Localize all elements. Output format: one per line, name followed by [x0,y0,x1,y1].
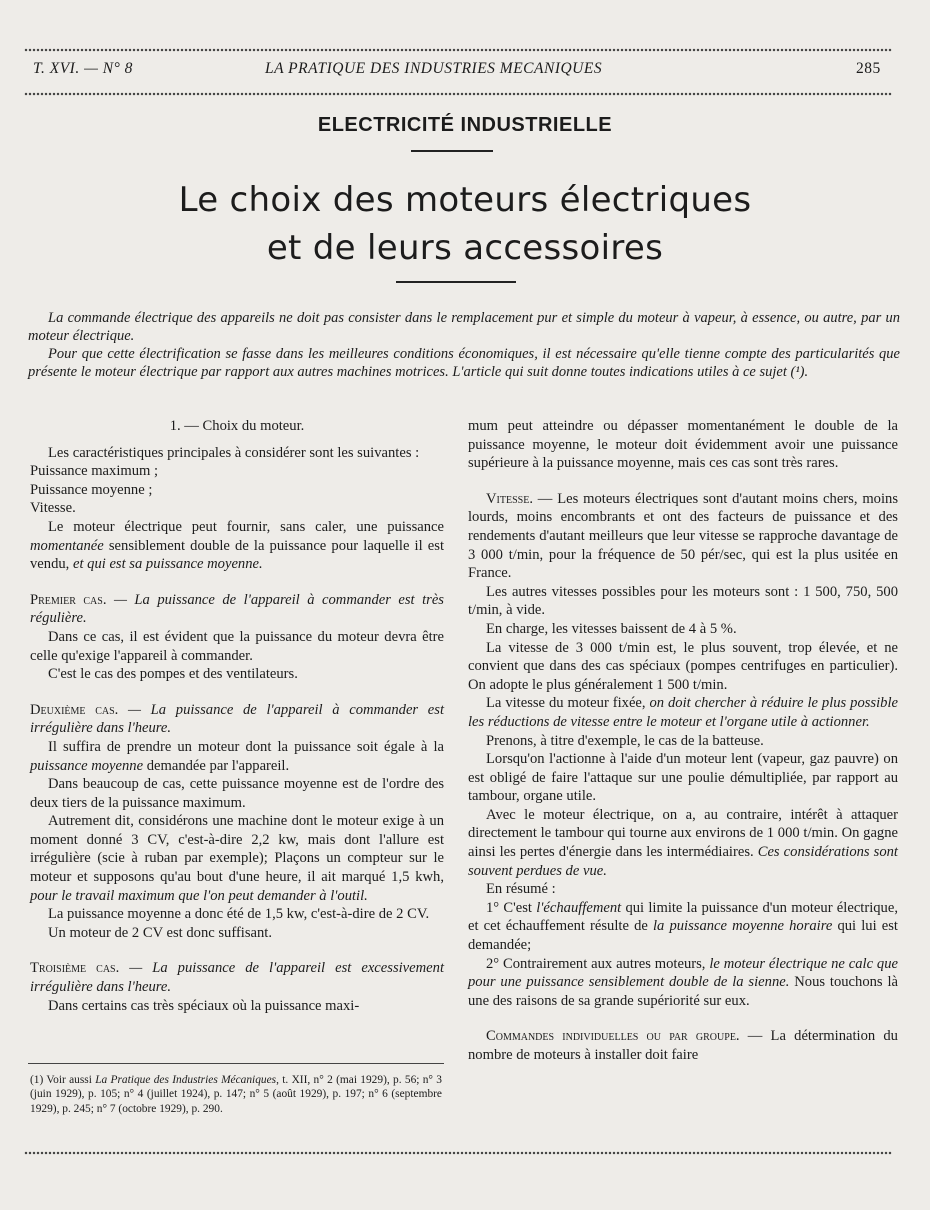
paragraph: Prenons, à titre d'exemple, le cas de la batteuse. [486,732,764,749]
footnote: (1) Voir aussi La Pratique des Industries Mécaniques, t. XII, n° 2 (mai 1929), p. 56; n° 3 (juin 1929), p. 105; n° 4 (juillet 1924), p. 147; n° 5 (août 1929), p. 197; n° 6 (septembre 1929), p. 245; n° 7 (octobre 1929), p. 290. [30,1074,442,1115]
case-heading: Deuxième cas. — La puissance de l'appareil à commander est irrégulière dans l'heure. [30,701,445,737]
volume-number: T. XVI. — N° 8 [33,60,133,77]
case-heading: Troisième cas. — La puissance de l'appareil est excessivement irrégulière dans l'heure. [30,960,444,996]
paragraph: Dans ce cas, il est évident que la puissance du moteur devra être celle qu'exige l'appareil à commander. [30,628,444,664]
title-line-1: Le choix des moteurs électriques [178,180,752,220]
paragraph: 2° Contrairement aux autres moteurs, le moteur électrique ne calc que pour une puissance sensiblement double de la sienne. Nous touchons là une des raisons de sa grande supériorité sur eux. [468,955,898,1009]
lead-paragraph-2: Pour que cette électrification se fasse dans les meilleures conditions économiques, il est nécessaire qu'elle tienne compte des particularités que présente le moteur électrique par rapport aux autres machines motrices. L'article qui suit donne toutes indications utiles à ce sujet (¹). [28,346,900,380]
page-number: 285 [856,60,881,77]
paragraph: La puissance moyenne a donc été de 1,5 kw, c'est-à-dire de 2 CV. [48,906,430,923]
section-rule [411,150,493,152]
list-item: Vitesse. [30,500,76,517]
section-heading: ELECTRICITÉ INDUSTRIELLE [317,114,613,136]
paragraph: Avec le moteur électrique, on a, au contraire, intérêt à attaquer directement le tambour qui tourne aux environs de 1 000 t/min. On gagne ainsi les pertes d'énergie dans les intermédiaires. Ces considérations sont souvent perdues de vue. [468,806,898,879]
article-title [0,176,930,272]
top-dotted-rule [24,48,892,54]
paragraph: En résumé : [486,881,556,898]
paragraph: Il suffira de prendre un moteur dont la puissance soit égale à la puissance moyenne demandée par l'appareil. [30,738,444,774]
journal-title: LA PRATIQUE DES INDUSTRIES MECANIQUES [265,60,603,77]
list-item: Puissance maximum ; [30,463,159,480]
paragraph: Dans beaucoup de cas, cette puissance moyenne est de l'ordre des deux tiers de la puissance maximum. [30,776,444,811]
paragraph: 1° C'est l'échauffement qui limite la puissance d'un moteur électrique, et cet échauffement résulte de la puissance moyenne horaire qui lui est demandée; [468,899,898,954]
paragraph: La vitesse du moteur fixée, on doit chercher à réduire le plus possible les réductions de vitesse entre le moteur et l'organe utile à actionner. [468,695,898,730]
paragraph: Lorsqu'on l'actionne à l'aide d'un moteur lent (vapeur, gaz pauvre) on est obligé de faire l'attaque sur une poulie démultipliée, par rapport au tambour, organe utile. [468,751,898,805]
paragraph: La vitesse de 3 000 t/min est, le plus souvent, trop élevée, et ne convient que dans des cas spéciaux (pompes centrifuges en particulier). On adopte le plus généralement 1 500 t/min. [468,639,898,693]
paragraph: Commandes individuelles ou par groupe. — La détermination du nombre de moteurs à installer doit faire [468,1028,898,1063]
paragraph: Vitesse. — Les moteurs électriques sont d'autant moins chers, moins lourds, moins encombrants et ont des facteurs de puissance et des rendements d'autant meilleurs que leur vitesse se rapproche davantage de 3 000 t/min, pour la fréquence de 50 pér/sec, qui est la plus usitée en France. [468,490,898,582]
right-column [468,417,898,1065]
paragraph: En charge, les vitesses baissent de 4 à 5 %. [486,620,737,637]
paragraph: Le moteur électrique peut fournir, sans caler, une puissance momentanée sensiblement double de la puissance pour laquelle il est vendu, et qui est sa puissance moyenne. [30,518,444,573]
paragraph: Dans certains cas très spéciaux où la puissance maxi- [48,997,360,1014]
case-heading: Premier cas. — La puissance de l'appareil à commander est très régulière. [30,591,444,627]
left-column [30,417,444,1015]
subsection-heading: 1. — Choix du moteur. [169,418,305,434]
lead-paragraph-1: La commande électrique des appareils ne doit pas consister dans le remplacement pur et simple du moteur à vapeur, à essence, ou autre, par un moteur électrique. [28,310,900,344]
paragraph: Les autres vitesses possibles pour les moteurs sont : 1 500, 750, 500 t/min, à vide. [468,583,898,619]
article-lead [28,309,900,381]
paragraph: C'est le cas des pompes et des ventilateurs. [48,666,298,683]
paragraph: mum peut atteindre ou dépasser momentanément le double de la puissance moyenne, le moteur doit évidemment avoir une puissance supérieure à la puissance moyenne, mais ces cas sont très rares. [468,418,898,472]
paragraph: Un moteur de 2 CV est donc suffisant. [48,924,273,941]
footnote-rule [28,1063,444,1064]
title-line-2: et de leurs accessoires [266,228,664,268]
paragraph: Autrement dit, considérons une machine dont le moteur exige à un moment donné 3 CV, c'est-à-dire 2,2 kw, mais dont l'allure est irrégulière (scie à ruban par exemple); Plaçons un compteur sur le moteur et supposons qu'au bout d'une heure, il ait marqué 1,5 kwh, pour le travail maximum que l'on peut demander à l'outil. [30,813,444,904]
list-item: Puissance moyenne ; [30,481,153,498]
bottom-dotted-rule [24,1151,892,1157]
title-rule [396,281,516,283]
paragraph: Les caractéristiques principales à considérer sont les suivantes : [48,444,420,461]
header-dotted-rule [24,92,892,98]
